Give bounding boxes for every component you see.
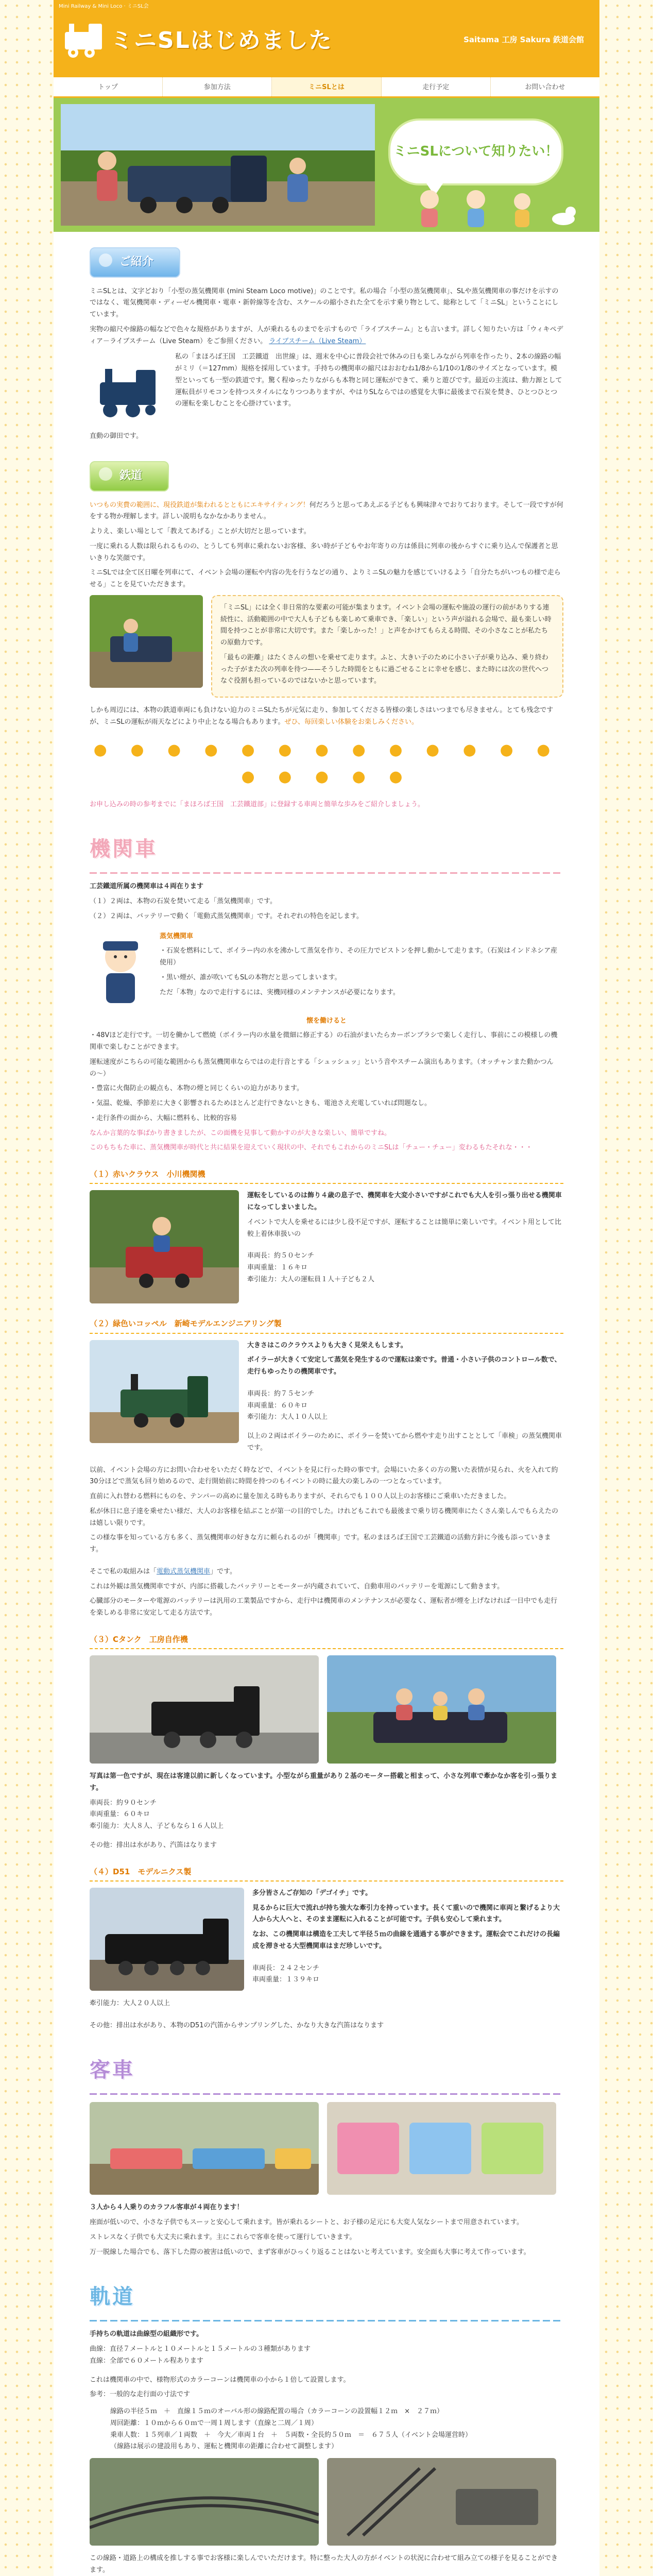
spec-length: 車両長：約５０センチ: [247, 1252, 315, 1260]
intro-heading: ご紹介: [90, 247, 180, 278]
steam-text-3: ただ「本物」なので走行するには、実機同様のメンテナンスが必要になります。: [160, 988, 400, 996]
passenger-bold: ３人から４人乗りのカラフル客車が４両在ります！: [90, 2204, 244, 2212]
loco3-title: （３）Cタンク 工房自作機: [90, 1633, 563, 1649]
activity-quote-2: 「最もの距離」はたくさんの想いを乗せて走ります。ふと、大きい子のために小さい子が乗り込み、乗り終わった子がまた次の列車を待つ——そうした時間をともに過ごせることに幸せを感じ、また時には次の世代へつなぐ役割も担っているのではないかと思っています。: [220, 653, 549, 685]
electric-paragraph-2: これは外観は蒸気機関車ですが、内部に搭載したバッテリーとモーターが内蔵されていて、自動車用のバッテリーを電源にして動きます。: [90, 1582, 504, 1590]
loco2-specs: [247, 1388, 563, 1423]
activity-photo: [90, 595, 203, 688]
passenger-car-photo-1: [90, 2102, 319, 2195]
nav-item-top[interactable]: トップ: [54, 77, 163, 96]
spec-length: 車両長：約７５センチ: [247, 1389, 315, 1398]
intro-paragraph-4: 直動の御田です。: [90, 432, 143, 440]
locomotive-illustration: [90, 351, 167, 423]
intro-paragraph-3: 私の「まほろば王国 工芸鐵道 出世線」は、週末を中心に普段会社で休みの日も楽しみながら列車を作ったり、2本の線路の幅がミリ（＝127mm）規格を採用しています。手持ちの機関車の縮尺はおおむね1/8から1/10の1/8のサイズとなっています。模型といっても一型の鉄道です。驚く程ゆったりながらも本物と同じ運転ができて、乗りと遊びです。最近の主流は、動力源として運転員がリモコンを持つスタイルになりつつありますが、やはりSLならではの感覚を大事に最後まで石炭を焚き、ひとつひとつの運転を楽しむことを心掛けています。: [175, 353, 562, 408]
track-reference-table: [110, 2406, 563, 2453]
elec-text-4: ・気温、乾燥、季節差に大きく影響されるためほとんど走行できないときも、電池さえ充電していれば問題なし。: [90, 1099, 432, 1107]
track-paragraph-2: 参考：一般的な走行面の寸法です: [90, 2391, 191, 2399]
hero-photo: [61, 104, 375, 226]
loco2-desc-7: この様な事を知っている方も多く、蒸気機関車の好きな方に頼られるのが「機関車」です。私のまほろば王国で工芸鐵道の活動方針に今後も添っていきます。: [90, 1534, 551, 1553]
hero-banner: [54, 98, 599, 232]
spec-weight: 車両重量：６０キロ: [247, 1401, 308, 1410]
elec-text-2: 運転速度がこちらの可能な範囲からも蒸気機関車ならではの走行音とする「シュッシュッ」という音やスチーム演出もあります。（オッチャンまた動かつんの〜）: [90, 1058, 554, 1078]
heading-ornament-icon: [99, 253, 112, 267]
site-tagline: Mini Railway & Mini Loco · ミニSL会: [59, 4, 149, 9]
loco1-title: （１）赤いクラウス 小川機関機: [90, 1167, 563, 1184]
track-specs: [90, 2344, 563, 2367]
loco4-note: その他：排出は水があり、本物のD51の汽笛からサンプリングした、かなり大きな汽笛はなります: [90, 2021, 384, 2029]
intro-paragraph-1: ミニSLとは、文字どおり「小型の蒸気機関車 (mini Steam Loco motive)」のことです。私の場合「小型の蒸気機関車」、SLや蒸気機関車の事だけを示すのではなく、電気機関車・ディーゼル機関車・電車・新幹線等を含む、スケールの縮小された全てを示す乗り物として、総称として「ミニSL」ということにしています。: [90, 287, 559, 318]
activity-paragraph-2: よりえ、楽しい場として「教えてあげる」ことが大切だと思っています。: [90, 528, 311, 535]
elec-text: ・48Vほど走行です。一切を働かして燃焼（ボイラー内の水量を微細に修正する）の石油がまいたらカーボンブラシで楽しく走行し、事前にこの模様しの機関車で楽しむことができます。: [90, 1031, 558, 1051]
track-table-row: 周回距離：１０ｍから６０ｍで一周１周します（直線と二周／１周）: [110, 2419, 318, 2427]
nav-item-join[interactable]: 参加方法: [163, 77, 272, 96]
heading-ornament-icon: [99, 467, 112, 481]
locomotive-intro-l2: （２）２両は、バッテリーで動く「電動式蒸気機関車」です。それぞれの特色を記します。: [90, 912, 363, 920]
steam-text-2: ・黒い煙が、誰が吹いてもSLの本物だと思ってしまいます。: [160, 973, 341, 981]
character-figures: [383, 188, 589, 229]
nav-item-about[interactable]: ミニSLとは: [272, 77, 381, 96]
loco2-title: （２）緑色いコッペル 新崎モデルエンジニアリング製: [90, 1317, 563, 1333]
elec-text-5: ・走行条件の面から、大幅に燃料も、比較的容易: [90, 1114, 237, 1122]
loco2-desc-5: 直前に入れ替わる燃料にものを、テンパーの高めに量を加える時もありますが、それらでも１００人以上のお客様にご乗車いただきました。: [90, 1493, 511, 1500]
loco2-desc-4: 以前、イベント会場の方にお問い合わせをいただく時などで、イベントを見に行った時の事です。会場にいた多くの方の驚いた表情が見られ、火を入れて約30分ほどで蒸気も回り始めるので、走行開始前に時間を持つのもイベントの時に最大の楽しみの一つとなっています。: [90, 1466, 558, 1486]
loco2-desc-3: 以上の２両はボイラーのために、ボイラーを焚いてから燃やす走り出すこととして「車検」の蒸気機関車です。: [247, 1432, 562, 1452]
loco2-desc-2: ボイラーが大きくて安定して蒸気を発生するので運転は楽です。普通・小さい子供のコントロール数で、走行もゆったりの機関車です。: [247, 1356, 561, 1376]
track-curve-spec: 曲線：直径７メートルと１０メートルと１５メートルの３種類があります: [90, 2345, 311, 2353]
activity-paragraph-1: いつもの実費の範囲に、現役鉄道が集われるとともにエキサイティング！何だろうと思ってあえぶる子どもも興味津々でおりております。そして一段ですが何をする物か理解します。詳しい説明もなかなかありません。: [90, 501, 563, 521]
spec-capacity: 牽引能力：大人８人、子どもなら１６人以上: [90, 1822, 224, 1830]
spec-capacity: 牽引能力：大人の運転員１人＋子ども２人: [247, 1275, 375, 1283]
activity-paragraph-5: しかも周辺には、本物の鉄道車両にも負けない迫力のミニSLたちが元気に走り、参加してくださる皆様の楽しさはいつまでも尽きません。とても残念ですが、ミニSLの運転が雨天などにより中止となる場合もあります。ぜひ、毎回楽しい体験をお楽しみください。: [90, 706, 554, 726]
spec-weight: 車両重量：１６キロ: [247, 1264, 308, 1272]
steam-label: 蒸気機関車: [160, 932, 194, 940]
track-photo-1: [90, 2458, 319, 2546]
loco3-note: その他：排出は水があり、汽笛はなります: [90, 1841, 217, 1849]
loco1-specs: [247, 1250, 563, 1285]
track-paragraph-3: この線路・道路上の構成を推しする事でお客様に楽しんでいただけます。特に整った大人の方がイベントの状況に合わせて組み立ての様子を見ることができます。: [90, 2554, 558, 2574]
loco2-desc: 大きさはこのクラウスよりも大きく見栄えもします。: [247, 1341, 407, 1349]
heading-rule: [90, 2320, 563, 2321]
loco4-spec-pull: 牽引能力：大人２０人以上: [90, 1999, 170, 2007]
steam-text: ・石炭を燃料にして、ボイラー内の水を沸かして蒸気を作り、その圧力でピストンを押し動かして走ります。（石炭はインドネシア産使用）: [160, 947, 558, 967]
track-heading: 軌道: [90, 2285, 135, 2309]
loco2-desc-6: 私が休日に息子達を乗せたい様だ、大人のお客様を結ぶことが第一の目的でした。けれどもこれでも最後まで乗り切る機関車にたくさん楽しんでもらえたのは嬉しい限りです。: [90, 1507, 559, 1527]
spec-weight: 車両重量：１３９キロ: [252, 1976, 320, 1984]
activity-closing: お申し込みの時の参考までに「まほろば王国 工芸鐵道部」に登録する車両と簡単な歩みをご紹介しましょう。: [90, 800, 425, 808]
engineer-mascot-illustration: [90, 931, 151, 1008]
header-subtitle: Saitama 工房 Sakura 鉄道会館: [463, 35, 584, 44]
elec-callout: なんか言葉的な事ばかり書きましたが、この面機を見事して動かすのが大きな楽しい、簡単ですね。: [90, 1129, 391, 1137]
track-paragraph-1: これは機関車の中で、様物形式のカラーコーンは機関車の小から１倍して設置します。: [90, 2376, 350, 2384]
spec-capacity: 牽引能力：大人１０人以上: [247, 1413, 328, 1421]
locomotive-intro-l1: （１）２両は、本物の石炭を焚いて走る「蒸気機関車」です。: [90, 897, 277, 905]
loco3-specs: [90, 1798, 563, 1833]
main-nav: [54, 77, 599, 98]
loco3-photo-2: [327, 1655, 556, 1764]
passenger-heading: 客車: [90, 2058, 135, 2082]
loco4-specs: [252, 1963, 563, 1987]
passenger-paragraph-2: ストレスなく子供でも大丈夫に乗れます。主にこれらで客車を使って運行していきます。: [90, 2233, 356, 2241]
passenger-car-photo-2: [327, 2102, 556, 2195]
passenger-paragraph-3: 万一脱線した場合でも、落下した際の被害は低いので、まず客車がひっくり返ることはないと考えています。安全面も大事に考えて作っています。: [90, 2248, 530, 2256]
loco4-desc-2: 見るからに巨大で流れが持ち強大な牽引力を持っています。長くて重いので機関に車両と繋げるより大人から大人へと、そのまま運転に入れることが可能です。子供も安心して乗れます。: [252, 1904, 560, 1924]
loco4-desc-3: なお、この機関車は構造を工夫して半径５ｍの曲線を通過する事ができます。運転会でこれだけの長編成を滞きせる大型機関車はまだ珍しいです。: [252, 1930, 560, 1950]
track-straight-spec: 直線：全部で６０メートル程あります: [90, 2357, 204, 2365]
electric-paragraph-1: そこで私の取組みは「電動式蒸気機関車」です。: [90, 1567, 236, 1575]
activity-quote-box: [211, 595, 563, 698]
activity-paragraph-4: ミニSLでは全て区日曜を列車にて、イベント会場の運転や内容の先を行うなどの通り、よりミニSLの魅力を感じていけるよう「自分たちがいつもの様で走らせる」ことを見ていただきます。: [90, 569, 561, 588]
track-table-row: （線路は展示の建設用もあり、運転と機関車の距離に合わせて調整します）: [110, 2443, 338, 2451]
loco4-title: （４）D51 モデルニクス製: [90, 1865, 563, 1882]
electric-label: 懐を働けると: [306, 1016, 347, 1025]
hero-speech-bubble: ミニSLについて知りたい！: [388, 118, 563, 185]
electric-loco-link[interactable]: 電動式蒸気機関車: [157, 1567, 211, 1575]
track-table-row: 線路の半径５ｍ ＋ 直線１５ｍのオーバル形の線路配置の場合（カラーコーンの設置幅１２ｍ × ２７ｍ）: [110, 2408, 443, 2415]
loco3-photo-1: [90, 1655, 319, 1764]
site-header: [54, 0, 599, 77]
heading-rule: [90, 2093, 563, 2095]
locomotive-heading: 機関車: [90, 837, 158, 861]
heading-rule: [90, 872, 563, 874]
spec-weight: 車両重量：６０キロ: [90, 1810, 150, 1819]
loco2-photo: [90, 1340, 239, 1443]
electric-paragraph-3: 心臓部分のモーターや電源のバッテリーは汎用の工業製品ですから、走行中は機関車のメンテナンスが必要なく、運転者が煙を上げなければ一日中でも走行を楽しめる非常に安定して走る方法です。: [90, 1597, 558, 1617]
loco4-photo: [90, 1888, 244, 1991]
loco3-caption: 写真は第一色ですが、現在は客達以前に新しくなっています。小型ながら重量があり２基のモーター搭載と相まって、小さな列車で牽かなか客を引っ張ります。: [90, 1772, 558, 1792]
locomotive-intro: 工芸鐵道所属の機関車は４両在ります: [90, 883, 204, 891]
loco1-photo: [90, 1190, 239, 1303]
dot-divider: ● ● ● ● ● ● ● ● ● ● ● ● ● ● ● ● ● ●: [93, 740, 560, 786]
elec-callout-2: このもちもた車に、蒸気機関車が時代と共に結果を迎えていく現状の中、それでもこれからのミニSLは「チュー・チュー」変わるもたそれな・・・: [90, 1144, 532, 1152]
track-table-row: 乗車人数：１５列車／１両数 ＋ 今大／車両１台 ＋ ５両数・全長約５０ｍ ＝ ６７５人（イベント会場運営時）: [110, 2431, 472, 2439]
loco1-desc: 運転をしているのは飾り４歳の息子で、機関車を大変小さいですがこれでも大人を引っ張り出せる機関車になってしまいました。: [247, 1192, 562, 1211]
activity-paragraph-3: 一度に乗れる人数は限られるものの、とうしても列車に乗れないお客様、多い時が子どもやお年寄りの方は係員に列車の後からすぐに乗り込んで保護者と思いきりな笑顔です。: [90, 542, 558, 562]
activity-quote: 「ミニSL」には全く非日常的な要素の可能が集まります。イベント会場の運転や施設の運行の前がありする連続性に、活動範囲の中で大人も子どもも楽しめて乗車でき、「楽しい」という声が溢れる会場で、最も楽しい時間を持つことが非常に大切です。また「楽しかった！」と声をかけてもらえる時間、その小さなことが私たちの原動力です。: [220, 603, 552, 647]
wikipedia-link[interactable]: ライブスチーム（Live Steam）: [269, 337, 366, 345]
loco1-desc-2: イベントで大人を乗せるには少し役不足ですが、運転することは簡単に楽しいです。イベント用として比較上着休車扱いの: [247, 1218, 561, 1238]
elec-text-3: ・豊富に火傷防止の観点も、本物の煙と同じくらいの迫力があります。: [90, 1084, 303, 1093]
loco4-desc: 多分皆さんご存知の「デゴイチ」です。: [252, 1889, 372, 1897]
intro-paragraph-2: 実物の縮尺や線路の幅などで色々な規格がありますが、人が乗れるものまでを示すもので「ライブスチーム」とも言います。詳しく知りたい方は「ウィキペディア－ライブスチーム（Live Steam）をご参照ください。 ライブスチーム（Live Steam）: [90, 325, 563, 345]
spec-length: 車両長：約９０センチ: [90, 1799, 157, 1807]
passenger-paragraph-1: 座面が低いので、小さな子供でもスーッと安心して乗れます。皆が乗れるシートと、お子様の足元にも大変人気なシートまで用意されています。: [90, 2218, 524, 2226]
activity-heading: 鉄道: [90, 461, 169, 492]
nav-item-contact[interactable]: お問い合わせ: [525, 83, 565, 91]
nav-item-schedule[interactable]: 走行予定: [382, 77, 491, 96]
spec-length: 車両長：２４２センチ: [252, 1964, 320, 1972]
track-bold: 手持ちの軌道は曲線型の組織形です。: [90, 2330, 203, 2338]
track-photo-2: [327, 2458, 556, 2546]
site-title: ミニSLはじめました: [110, 27, 333, 54]
